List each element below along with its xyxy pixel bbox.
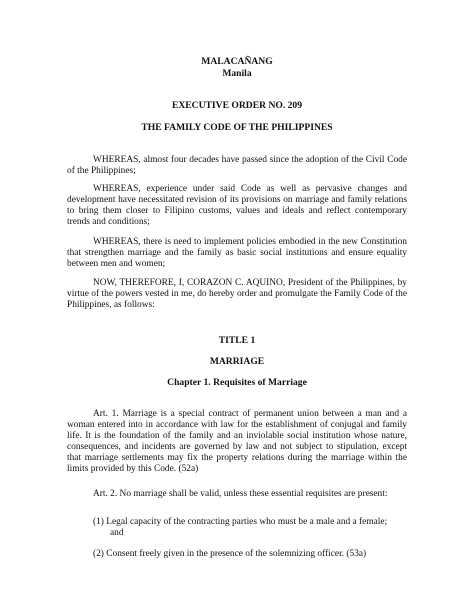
executive-order-number: EXECUTIVE ORDER NO. 209 bbox=[171, 100, 303, 111]
header-palace: MALACAÑANG bbox=[201, 56, 273, 67]
article-2: Art. 2. No marriage shall be valid, unless these essential requisites are present: bbox=[93, 489, 388, 499]
document-title: THE FAMILY CODE OF THE PHILIPPINES bbox=[141, 122, 333, 133]
article-1: Art. 1. Marriage is a special contract of permanent union between a man and a woman entered into in accordance with law for the establishment of conjugal and family life. It is the foundation of the family and an inviolable social institution whose nature, consequences, and incidents are governed by law and not subject to stipulation, except that marriage settlements may fix the property relations during the marriage within the limits provided by this Code. (52a) bbox=[67, 409, 407, 474]
header-city: Manila bbox=[222, 68, 252, 79]
preamble-paragraph-3: WHEREAS, there is need to implement policies embodied in the new Constitution that strengthen marriage and the family as basic social institutions and ensure equality between men and women; bbox=[67, 237, 407, 269]
requisite-text: (2) Consent freely given in the presence of the solemnizing officer. (53a) bbox=[93, 549, 367, 559]
preamble-paragraph-1: WHEREAS, almost four decades have passed since the adoption of the Civil Code of the Philippines; bbox=[67, 155, 407, 176]
title-heading: TITLE 1 bbox=[218, 335, 256, 346]
requisite-item bbox=[93, 549, 407, 560]
chapter-heading: Chapter 1. Requisites of Marriage bbox=[167, 377, 307, 388]
preamble-paragraph-4: NOW, THEREFORE, I, CORAZON C. AQUINO, President of the Philippines, by virtue of the powers vested in me, do hereby order and promulgate the Family Code of the Philippines, as follows: bbox=[67, 278, 407, 310]
preamble-paragraph-2: WHEREAS, experience under said Code as well as pervasive changes and development have necessitated revision of its provisions on marriage and family relations to bring them closer to Filipino customs, values and ideals and reflect contemporary trends and conditions; bbox=[67, 184, 407, 227]
title-name: MARRIAGE bbox=[209, 356, 265, 367]
requisite-item bbox=[93, 517, 407, 539]
requisite-text: (1) Legal capacity of the contracting parties who must be a male and a female; bbox=[93, 517, 388, 527]
requisite-tail: and bbox=[110, 527, 124, 538]
